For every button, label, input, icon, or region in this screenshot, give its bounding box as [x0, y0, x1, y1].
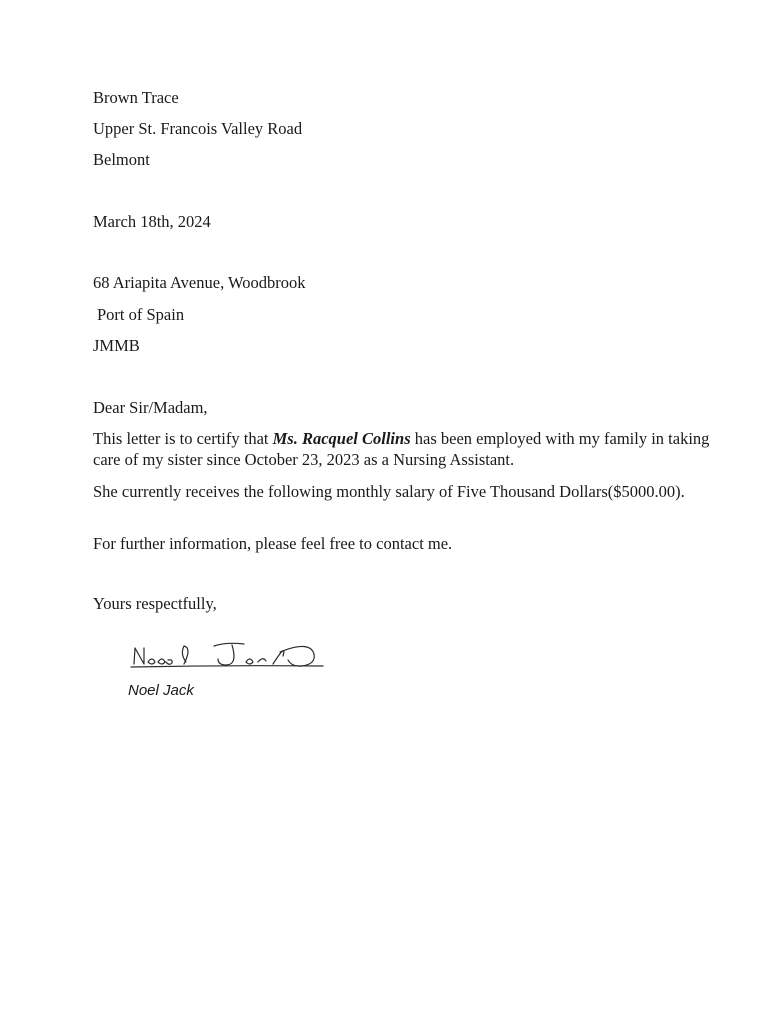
body-paragraph-2: She currently receives the following monthly salary of Five Thousand Dollars($5000.00).: [93, 482, 685, 501]
letter-date: March 18th, 2024: [93, 212, 211, 231]
sender-name: Brown Trace: [93, 88, 179, 107]
handwritten-signature: [128, 636, 328, 676]
salutation: Dear Sir/Madam,: [93, 398, 208, 417]
employee-name: Ms. Racquel Collins: [272, 429, 411, 448]
signer-name: Noel Jack: [128, 682, 194, 699]
recipient-city: Port of Spain: [97, 305, 185, 324]
body-paragraph-3: For further information, please feel free to contact me.: [93, 534, 453, 553]
recipient-address: 68 Ariapita Avenue, Woodbrook: [93, 273, 306, 292]
sender-street: Upper St. Francois Valley Road: [93, 119, 303, 138]
recipient-org: JMMB: [93, 336, 140, 355]
sender-town: Belmont: [93, 150, 150, 169]
p1-before: This letter is to certify that: [93, 429, 273, 448]
closing: Yours respectfully,: [93, 594, 217, 613]
p1-after: has been employed with my family in taking care of my sister since October 23, 2023 as a Nursing Assistant.: [93, 429, 710, 469]
body-paragraph-1: [93, 428, 713, 470]
